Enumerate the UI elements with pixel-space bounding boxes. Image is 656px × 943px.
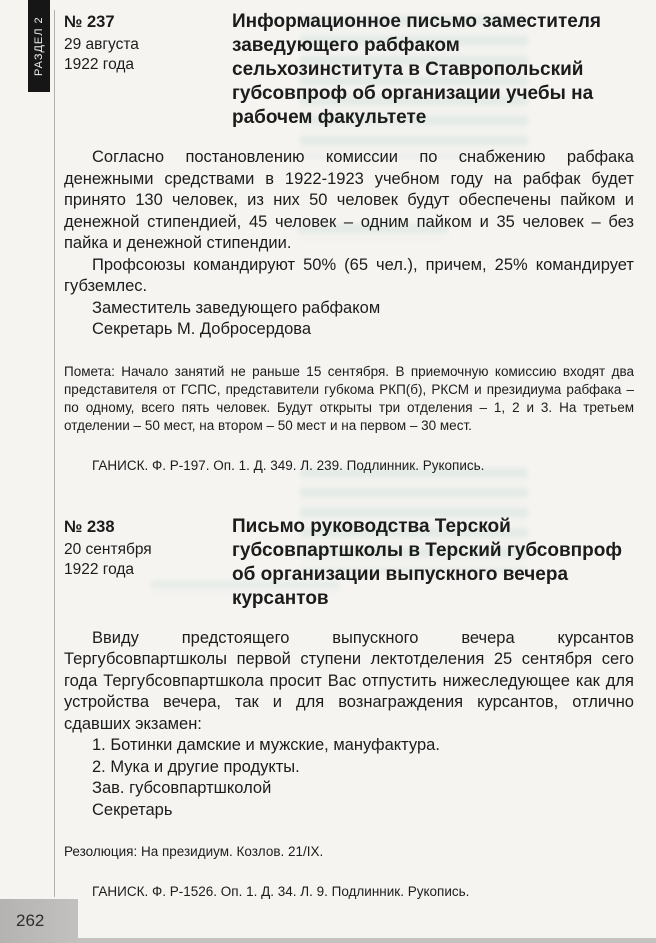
document-meta [64,515,232,580]
document-date-line2: 1922 года [64,560,135,578]
body-paragraph: Профсоюзы командируют 50% (65 чел.), причем, 25% командирует губземлес. [64,255,634,295]
document-date-line2: 1922 года [64,56,135,73]
document-header [64,515,634,611]
page-edge-shadow [0,938,656,943]
document-entry-237 [64,10,634,475]
document-body [64,147,634,341]
signature-line: Секретарь [92,800,173,819]
document-meta [64,10,232,75]
page-number [0,899,78,943]
document-body [64,628,634,822]
section-label: РАЗДЕЛ 2 [28,0,50,92]
list-item-line: 1. Ботинки дамские и мужские, мануфактура. [92,736,440,754]
list-item-line: 2. Мука и другие продукты. [92,757,300,776]
page-content [54,10,634,897]
body-paragraph: Ввиду предстоящего выпускного вечера курсантов Тергубсовпартшколы первой ступени лектотделения 25 сентября сего года Тергубсовпартшкола просит Вас отпустить нижеследующее как для устройства вечера, так и для вознаграждения курсантов, отлично сдавших экзамен: [64,628,634,733]
document-entry-238 [64,515,634,902]
body-paragraph: Согласно постановлению комиссии по снабжению рабфака денежными средствами в 1922-1923 учебном году на рабфак будет принято 130 человек, из них 50 человек будут обеспечены пайком и денежной стипендией, 45 человек – одним пайком и 35 человек – без пайка и денежной стипендии. [64,148,634,252]
document-date-line1: 29 августа [64,36,139,53]
document-date-line1: 20 сентября [64,540,152,558]
document-number: № 238 [64,517,115,536]
signature-line: Зав. губсовпартшколой [92,779,272,797]
archive-reference: ГАНИСК. Ф. Р-197. Оп. 1. Д. 349. Л. 239. Подлинник. Рукопись. [92,457,485,473]
signature-line: Секретарь М. Добросердова [92,320,312,338]
archive-reference: ГАНИСК. Ф. Р-1526. Оп. 1. Д. 34. Л. 9. Подлинник. Рукопись. [92,884,470,899]
document-title: Информационное письмо заместителя заведующего рабфаком сельхозинститута в Ставропольский губсовпроф об организации учебы на рабочем факультете [232,11,602,128]
document-header [64,10,634,130]
signature-line: Заместитель заведующего рабфаком [92,298,381,317]
page-number-text: 262 [16,911,45,930]
document-note: Помета: Начало занятий не раньше 15 сентября. В приемочную комиссию входят два представителя от ГСПС, представители губкома РКП(б), РКСМ и президиума рабфака – по одному, всего пять человек. Будут открыты три отделения – 1, 2 и 3. На третьем отделении – 50 мест, на втором – 50 мест и на первом – 30 мест. [64,363,634,433]
document-number: № 237 [64,13,115,31]
document-resolution: Резолюция: На президиум. Козлов. 21/IX. [64,844,324,859]
document-title: Письмо руководства Терской губсовпартшколы в Терский губсовпроф об организации выпускного вечера курсантов [232,515,622,609]
